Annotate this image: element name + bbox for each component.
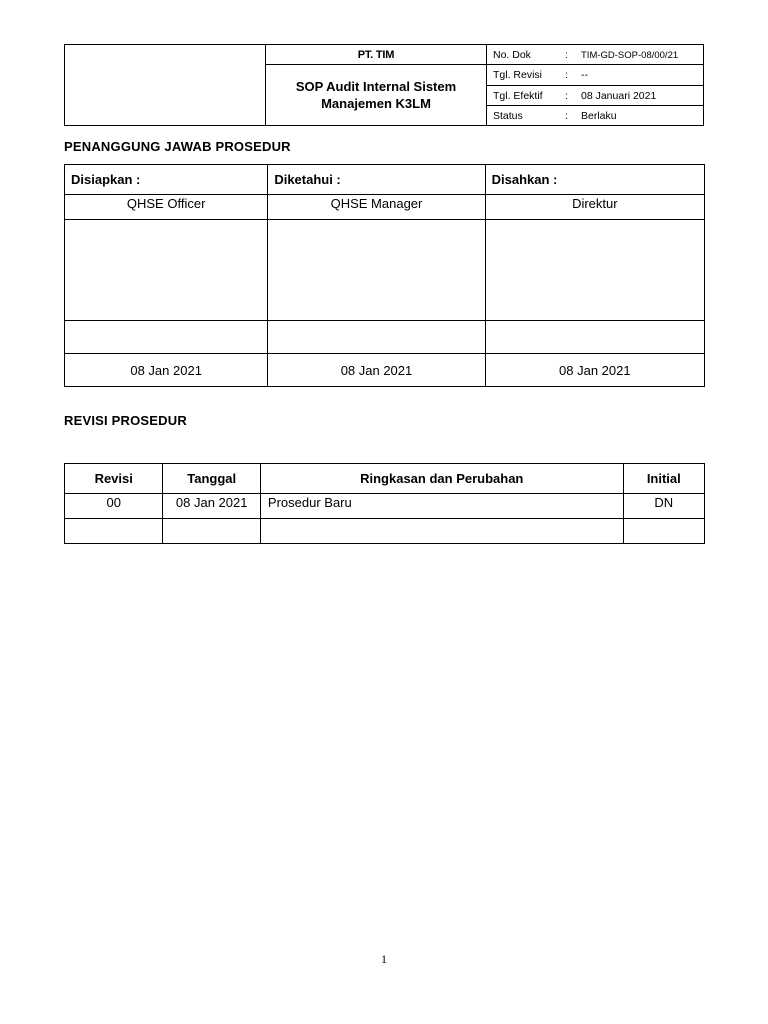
- document-title-line2: Manajemen K3LM: [321, 96, 431, 111]
- company-name: PT. TIM: [266, 45, 487, 65]
- meta-colon: :: [565, 48, 568, 61]
- name-box: [268, 321, 485, 354]
- signature-box: [485, 220, 704, 321]
- revision-table: [64, 463, 705, 544]
- meta-row-tgl-revisi: [487, 65, 704, 86]
- section-title-responsibility: PENANGGUNG JAWAB PROSEDUR: [64, 139, 291, 154]
- meta-label: No. Dok: [493, 48, 531, 61]
- revision-summary: [260, 519, 623, 544]
- meta-colon: :: [565, 109, 568, 122]
- table-row: [65, 494, 705, 519]
- revision-date: 08 Jan 2021: [163, 494, 260, 519]
- meta-row-tgl-efektif: [487, 86, 704, 106]
- page-number: 1: [381, 952, 387, 966]
- revision-summary: Prosedur Baru: [260, 494, 623, 519]
- approval-signature-row: [65, 220, 705, 321]
- column-header-initial: Initial: [623, 464, 704, 494]
- revision-number: 00: [65, 494, 163, 519]
- meta-value: 08 Januari 2021: [581, 89, 657, 102]
- approval-role-row: [65, 195, 705, 220]
- section-title-revision: REVISI PROSEDUR: [64, 413, 187, 428]
- name-box: [65, 321, 268, 354]
- approval-heading-row: [65, 165, 705, 195]
- approval-name-row: [65, 321, 705, 354]
- revision-initial: DN: [623, 494, 704, 519]
- column-header-revisi: Revisi: [65, 464, 163, 494]
- approval-heading-approved: Disahkan :: [485, 165, 704, 195]
- name-box: [485, 321, 704, 354]
- meta-label: Status: [493, 109, 523, 122]
- approval-date: 08 Jan 2021: [268, 354, 485, 387]
- revision-number: [65, 519, 163, 544]
- approval-table: [64, 164, 705, 387]
- table-row: [65, 519, 705, 544]
- revision-initial: [623, 519, 704, 544]
- revision-date: [163, 519, 260, 544]
- approval-role: QHSE Officer: [65, 195, 268, 220]
- meta-colon: :: [565, 69, 568, 81]
- approval-date: 08 Jan 2021: [485, 354, 704, 387]
- column-header-ringkasan: Ringkasan dan Perubahan: [260, 464, 623, 494]
- document-title: [266, 65, 487, 126]
- meta-value: TIM-GD-SOP-08/00/21: [581, 49, 679, 61]
- approval-role: Direktur: [485, 195, 704, 220]
- meta-row-status: [487, 106, 704, 126]
- approval-heading-acknowledged: Diketahui :: [268, 165, 485, 195]
- revision-header-row: [65, 464, 705, 494]
- approval-date: 08 Jan 2021: [65, 354, 268, 387]
- meta-label: Tgl. Efektif: [493, 89, 543, 102]
- document-title-line1: SOP Audit Internal Sistem: [295, 79, 457, 94]
- approval-role: QHSE Manager: [268, 195, 485, 220]
- logo-area: [65, 45, 266, 126]
- column-header-tanggal: Tanggal: [163, 464, 260, 494]
- approval-date-row: [65, 354, 705, 387]
- meta-label: Tgl. Revisi: [493, 69, 543, 81]
- signature-box: [268, 220, 485, 321]
- approval-heading-prepared: Disiapkan :: [65, 165, 268, 195]
- signature-box: [65, 220, 268, 321]
- meta-value: Berlaku: [581, 109, 617, 122]
- meta-row-no-dok: [487, 45, 704, 65]
- meta-value: --: [581, 69, 588, 81]
- meta-colon: :: [565, 89, 568, 102]
- document-header: [64, 44, 704, 126]
